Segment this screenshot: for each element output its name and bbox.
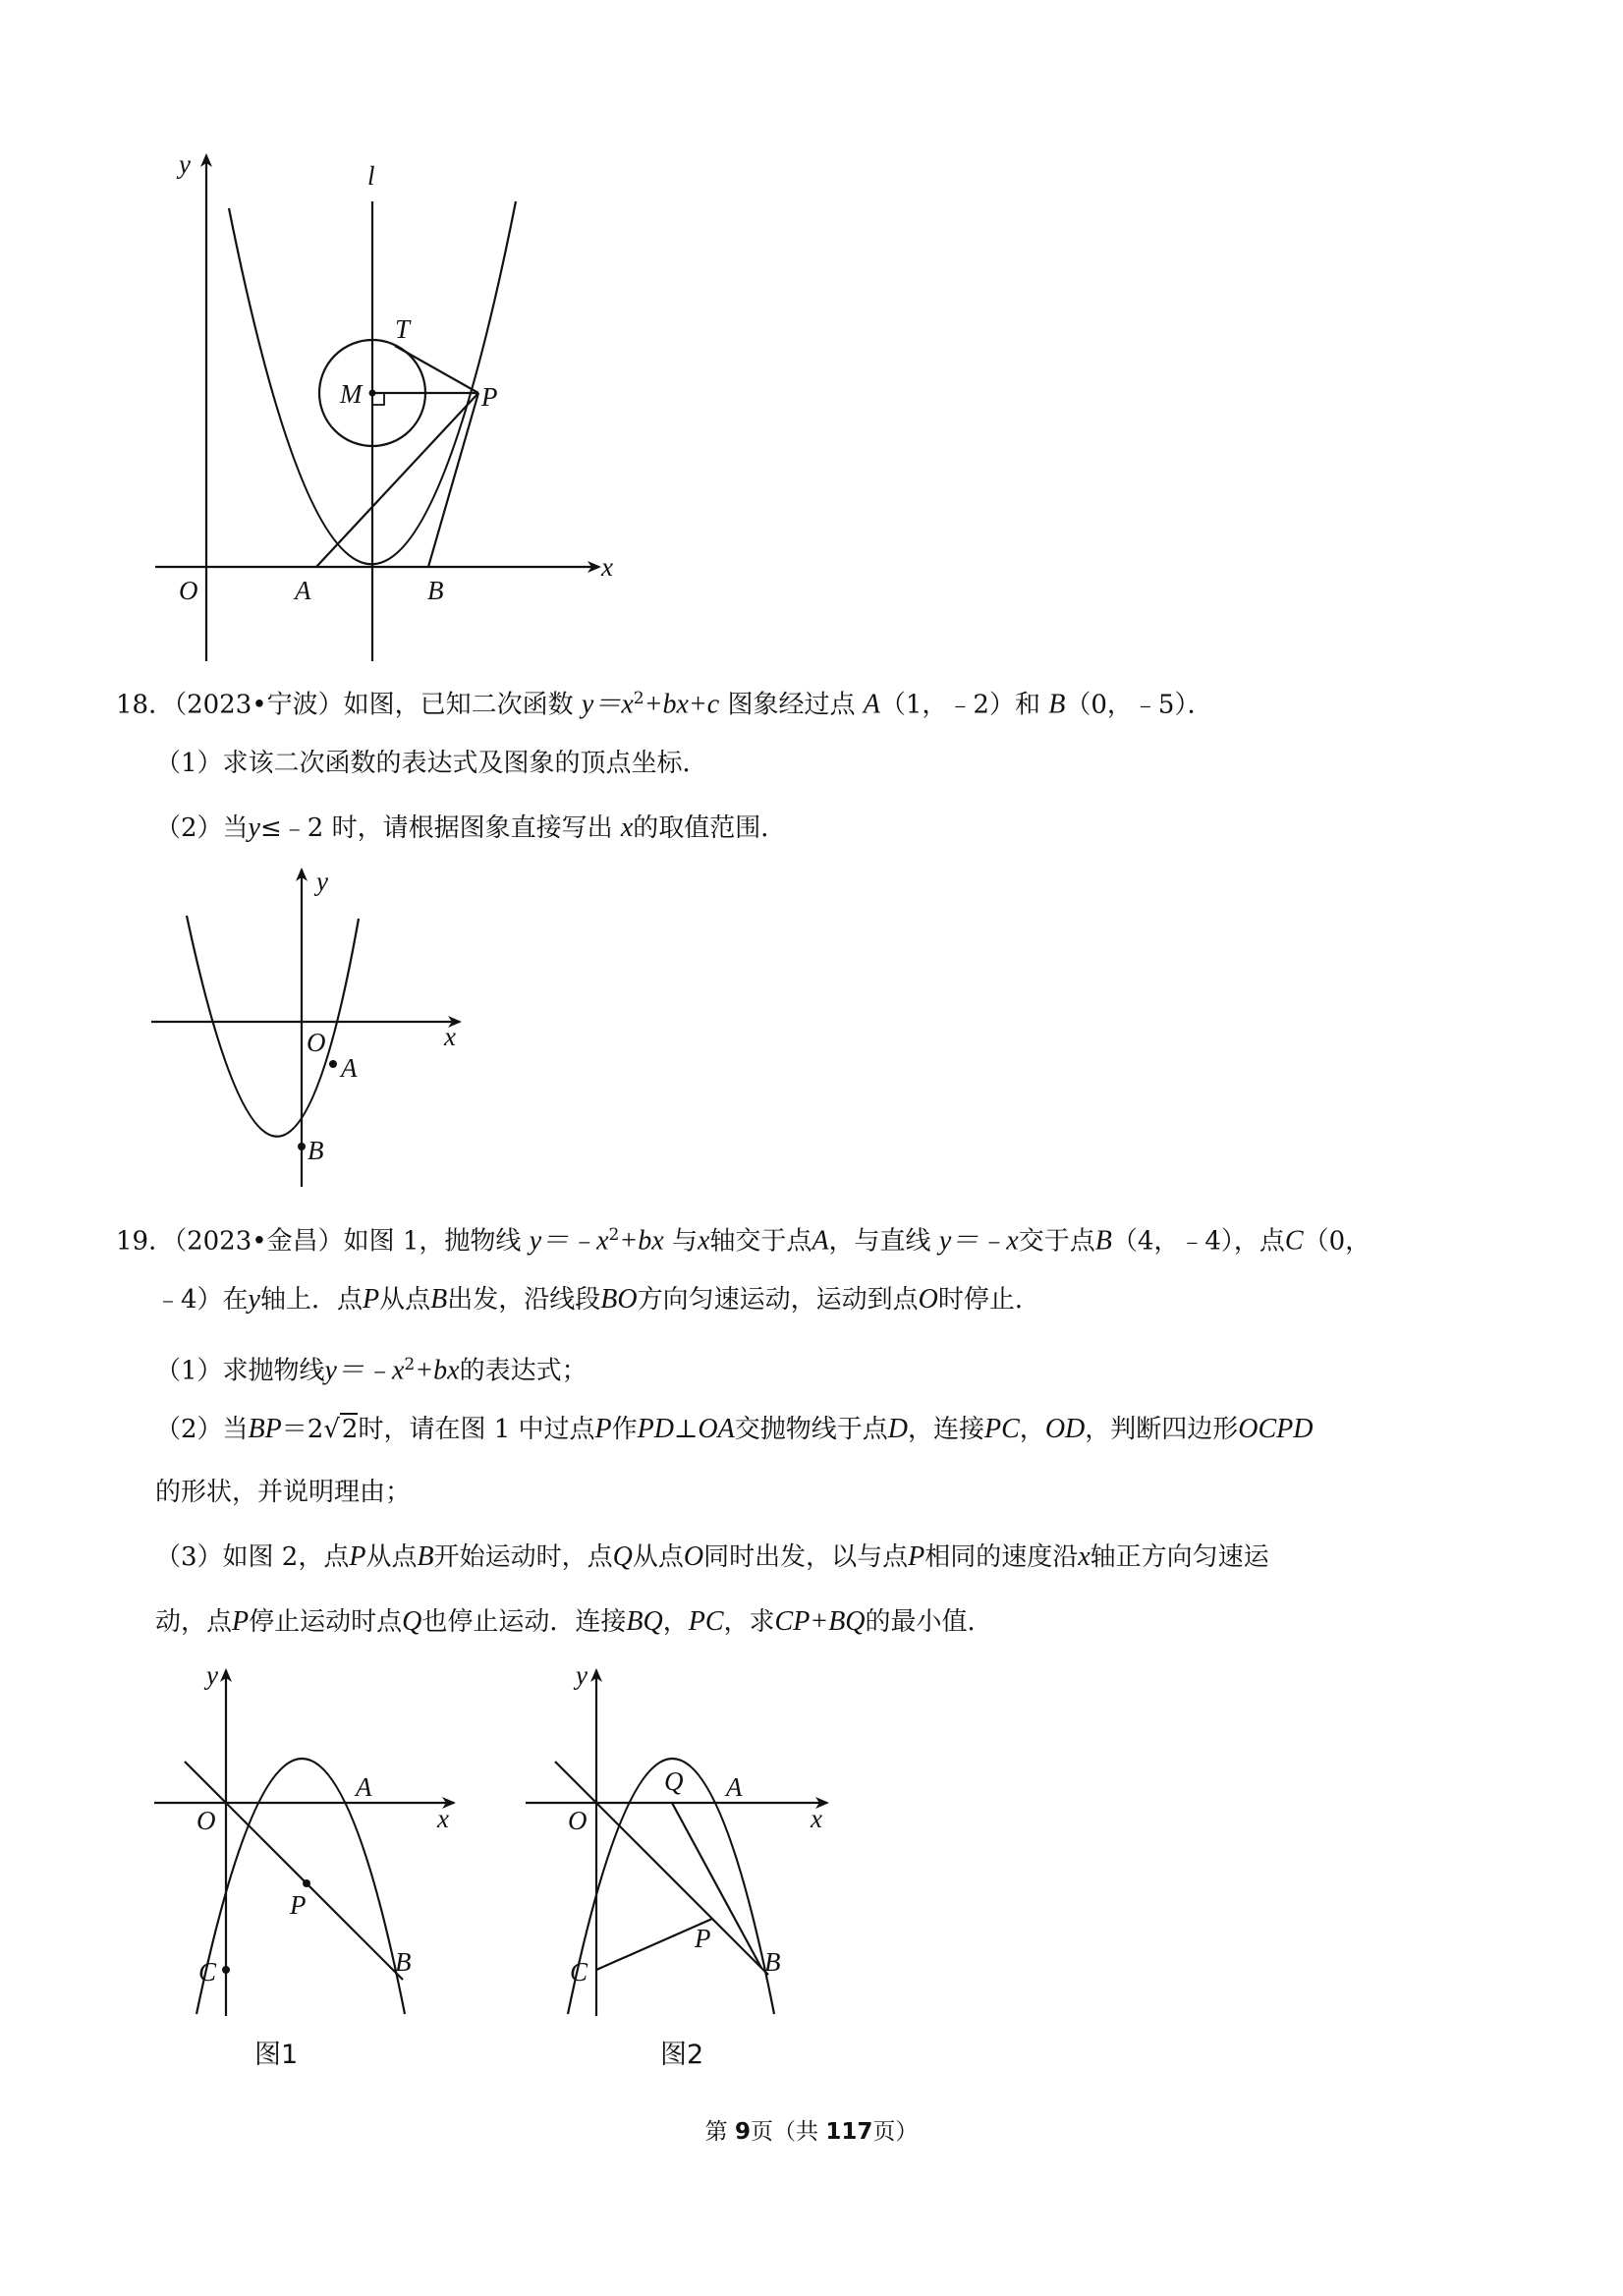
label-p: P (290, 1890, 307, 1920)
label-q: Q (664, 1766, 684, 1796)
q19-part1: （1）求抛物线$y=﹣x^2+bx$的表达式； (155, 1355, 588, 1386)
caption-fig2: 图2 (660, 2040, 704, 2070)
label-x: x (811, 1804, 822, 1833)
label-b: B (308, 1136, 324, 1165)
label-o: O (196, 1806, 216, 1835)
label-y: y (179, 149, 191, 179)
label-y: y (316, 867, 328, 896)
label-a: A (341, 1053, 358, 1083)
label-a: A (726, 1772, 743, 1802)
parabola-curve (187, 916, 359, 1137)
label-l: l (367, 161, 375, 191)
parabola-curve (568, 1759, 774, 2014)
label-c: C (198, 1957, 217, 1987)
label-p: P (695, 1924, 711, 1953)
label-c: C (570, 1957, 588, 1987)
page-footer: 第 9页（共 117页） (704, 2119, 919, 2145)
label-o: O (568, 1806, 588, 1835)
point-a (329, 1060, 337, 1068)
label-p: P (481, 382, 498, 412)
q19-part2: （2）当BP＝2√2时，请在图 1 中过点P作PD⊥OA交抛物线于点D，连接PC，OD，判断四边形OCPD (155, 1414, 1314, 1444)
figure-q18 (138, 865, 491, 1199)
q18-part2: （2）当y≤﹣2 时，请根据图象直接写出 x的取值范围． (155, 812, 787, 843)
label-o: O (179, 576, 198, 605)
figure-q19-2 (511, 1660, 865, 2073)
label-y: y (576, 1660, 588, 1690)
figure-q19-1 (138, 1660, 491, 2073)
label-b: B (427, 576, 444, 605)
q19-part2-line2: 的形状，并说明理由； (155, 1478, 412, 1507)
q19-stem-line1: 19．（2023•金昌）如图 1，抛物线 $y=﹣x^2+bx$ 与x轴交于点A，与直线 y＝﹣x交于点B（4，﹣4），点C（0， (116, 1225, 1371, 1257)
label-b: B (395, 1947, 412, 1977)
parabola-curve (196, 1759, 405, 2014)
q18-part1: （1）求该二次函数的表达式及图象的顶点坐标． (155, 749, 708, 778)
point-b (298, 1143, 306, 1150)
point-m (369, 390, 376, 397)
label-a: A (295, 576, 311, 605)
label-t: T (395, 314, 411, 344)
figure-q17 (138, 138, 648, 668)
label-b: B (764, 1947, 781, 1977)
segment-tp (395, 346, 478, 393)
label-m: M (340, 379, 363, 409)
q18-stem: 18．（2023•宁波）如图，已知二次函数 $y=x^2+bx+c$ 图象经过点 A（1，﹣2）和 B（0，﹣5）． (116, 689, 1213, 720)
caption-fig1: 图1 (254, 2040, 299, 2070)
label-x: x (601, 552, 613, 582)
label-x: x (444, 1022, 456, 1051)
label-y: y (206, 1660, 218, 1690)
segment-qb (672, 1803, 761, 1968)
point-c (222, 1966, 230, 1974)
point-p (303, 1879, 310, 1887)
q19-stem-line2: ﹣4）在y轴上．点P从点B出发，沿线段BO方向匀速运动，运动到点O时停止． (155, 1284, 1040, 1315)
label-a: A (356, 1772, 372, 1802)
q19-part3-line2: 动，点P停止运动时点Q也停止运动．连接BQ，PC，求CP+BQ的最小值． (155, 1606, 993, 1637)
sqrt-sign: √ (323, 1415, 340, 1444)
label-x: x (437, 1804, 449, 1833)
label-o: O (307, 1028, 326, 1057)
q19-part3: （3）如图 2，点P从点B开始运动时，点Q从点O同时出发，以与点P相同的速度沿x轴正方向匀速运 (155, 1541, 1269, 1572)
